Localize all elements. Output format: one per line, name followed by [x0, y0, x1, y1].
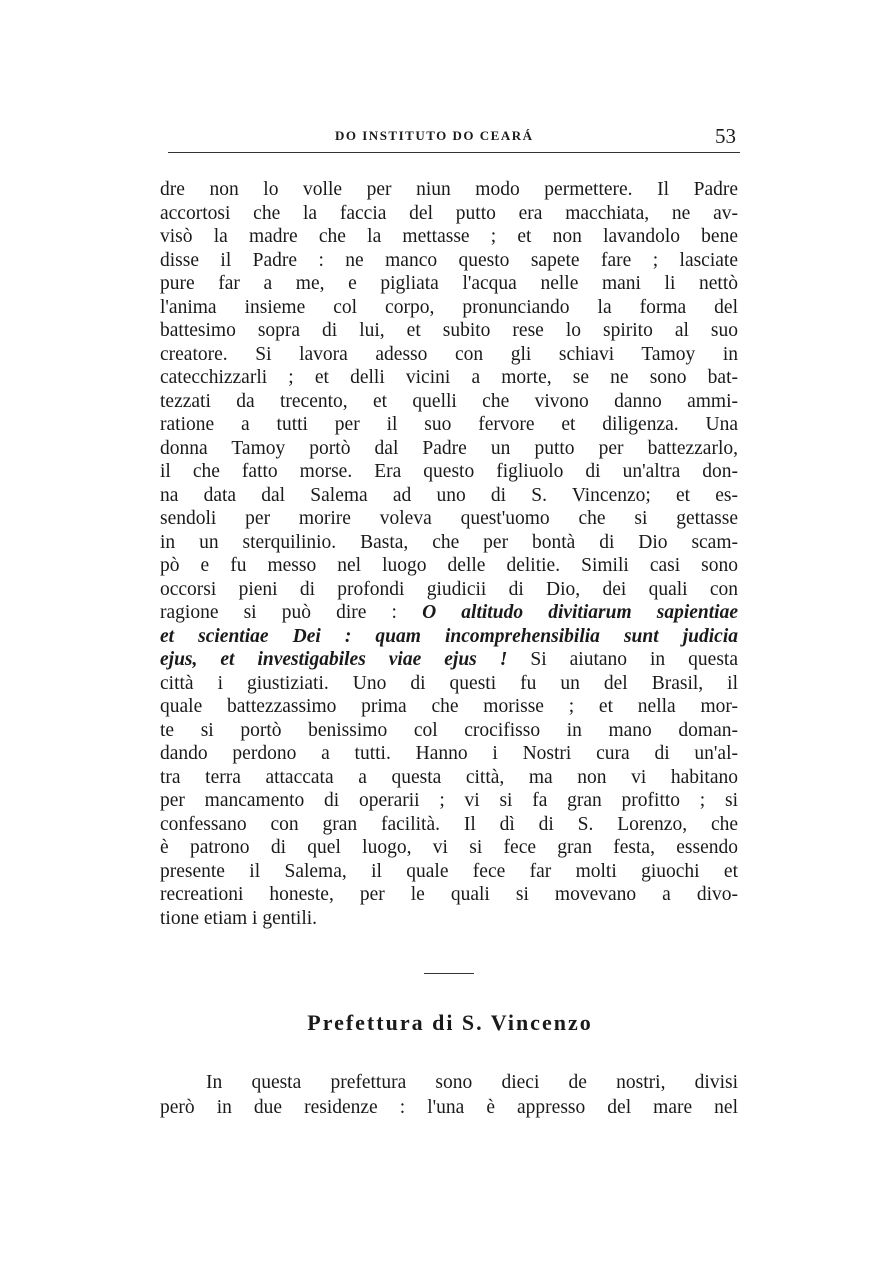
text-line: sendoli per morire voleva quest'uomo che si gettasse	[160, 508, 738, 529]
text-span: ragione si può dire :	[160, 602, 423, 623]
text-line: visò la madre che la mettasse ; et non lavandolo bene	[160, 226, 738, 247]
text-line: catecchizzarli ; et delli vicini a morte, se ne sono bat-	[160, 367, 738, 388]
text-span: Si aiutano in questa	[507, 649, 738, 670]
latin-quote: et scientiae Dei : quam incomprehensibilia sunt judicia	[160, 625, 738, 647]
text-line: l'anima insieme col corpo, pronunciando la forma del	[160, 296, 738, 318]
text-line: In questa prefettura sono dieci de nostri, divisi	[206, 1072, 738, 1093]
text-line	[160, 625, 738, 649]
text-line: occorsi pieni di profondi giudicii di Dio, dei quali con	[160, 578, 738, 600]
text-line: battesimo sopra di lui, et subito rese lo spirito al suo	[160, 320, 738, 341]
text-line	[160, 648, 738, 672]
text-line: tezzati da trecento, et quelli che vivono danno ammi-	[160, 390, 738, 412]
text-line: è patrono di quel luogo, vi si fece gran festa, essendo	[160, 837, 738, 858]
text-line: città i giustiziati. Uno di questi fu un del Brasil, il	[160, 672, 738, 694]
text-line: na data dal Salema ad uno di S. Vincenzo; et es-	[160, 484, 738, 506]
page-header	[160, 124, 740, 154]
page-number: 53	[715, 124, 736, 148]
text-line: pò e fu messo nel luogo delle delitie. Simili casi sono	[160, 555, 738, 576]
text-line: disse il Padre : ne manco questo sapete fare ; lasciate	[160, 249, 738, 271]
section-heading: Prefettura di S. Vincenzo	[307, 1010, 593, 1035]
body-text	[160, 178, 738, 930]
text-line: dre non lo volle per niun modo permettere. Il Padre	[160, 179, 738, 200]
latin-quote: ejus, et investigabiles viae ejus !	[160, 649, 508, 670]
section-separator	[424, 973, 474, 974]
header-rule	[168, 152, 740, 153]
text-line: accortosi che la faccia del putto era macchiata, ne av-	[160, 202, 738, 224]
text-line: presente il Salema, il quale fece far molti giuochi et	[160, 860, 738, 882]
text-line: te si portò benissimo col crocifisso in mano doman-	[160, 719, 738, 741]
text-line: dando perdono a tutti. Hanno i Nostri cura di un'al-	[160, 743, 738, 764]
section-text	[160, 1070, 738, 1120]
text-line: creatore. Si lavora adesso con gli schiavi Tamoy in	[160, 343, 738, 365]
text-line: confessano con gran facilità. Il dì di S. Lorenzo, che	[160, 813, 738, 835]
text-line: tione etiam i gentili.	[160, 907, 318, 929]
text-line: però in due residenze : l'una è appresso del mare nel	[160, 1097, 738, 1118]
text-line: quale battezzassimo prima che morisse ; et nella mor-	[160, 696, 738, 717]
text-line	[160, 601, 738, 625]
text-line: tra terra attaccata a questa città, ma non vi habitano	[160, 766, 738, 788]
text-line: donna Tamoy portò dal Padre un putto per battezzarlo,	[160, 437, 738, 459]
text-line: recreationi honeste, per le quali si movevano a divo-	[160, 884, 738, 905]
running-title: DO INSTITUTO DO CEARÁ	[335, 128, 534, 143]
text-line: il che fatto morse. Era questo figliuolo di un'altra don-	[160, 461, 738, 482]
text-line: ratione a tutti per il suo fervore et diligenza. Una	[160, 414, 738, 435]
text-line: pure far a me, e pigliata l'acqua nelle mani li nettò	[160, 273, 738, 294]
text-line: per mancamento di operarii ; vi si fa gran profitto ; si	[160, 790, 738, 811]
latin-quote: O altitudo divitiarum sapientiae	[422, 602, 738, 623]
text-line: in un sterquilinio. Basta, che per bontà di Dio scam-	[160, 531, 738, 553]
